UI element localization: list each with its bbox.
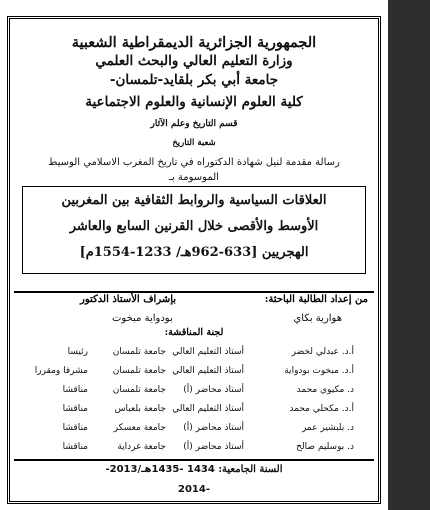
member-grade: أستاذ التعليم العالي (172, 347, 244, 357)
university-heading: جامعة أبي بكر بلقايد-تلمسان- (109, 72, 279, 88)
committee-table (32, 347, 354, 461)
academic-year (0, 464, 388, 475)
divider-top (14, 291, 374, 293)
member-name: أ.د. عبدلي لخضر (291, 347, 354, 357)
member-name: أ.د. مكحلي محمد (289, 404, 354, 414)
member-name: د. بلبشير عمر (301, 423, 354, 433)
thesis-description: رسالة مقدمة لنيل شهادة الدكتوراه في تاريخ المغرب الاسلامي الوسيط (48, 157, 340, 168)
member-role: مناقشا (62, 423, 88, 433)
committee-row (32, 423, 354, 442)
academic-year-gregorian: 2014- (178, 484, 210, 495)
titled-label: الموسومة بـ (169, 172, 219, 183)
member-university: جامعة تلمسان (112, 347, 166, 357)
member-role: مناقشا (62, 385, 88, 395)
committee-row (32, 404, 354, 423)
academic-year-hijri: 1434 -1435هـ/2013- (105, 464, 215, 475)
member-university: جامعة بلعباس (114, 404, 166, 414)
thesis-title-line-3: الهجريين [633-962هـ/ 1233-1554م] (79, 245, 309, 260)
thesis-title-line-2: الأوسط والأقصى خلال القرنين السابع والعاشر (69, 219, 319, 234)
department-heading: قسم التاريخ وعلم الآثار (150, 119, 238, 129)
member-role: مشرفا ومقررا (34, 366, 88, 376)
viewer-background (388, 0, 430, 510)
member-university: جامعة غرداية (117, 442, 166, 452)
student-label: من إعداد الطالبة الباحثة: (264, 294, 368, 305)
thesis-title-box (22, 186, 366, 274)
member-role: رئيسا (67, 347, 88, 357)
student-name: هوارية بكاي (293, 313, 342, 324)
supervisor-label: بإشراف الأستاذ الدكتور (80, 294, 177, 305)
academic-year-label: السنة الجامعية: (218, 464, 283, 475)
member-university: جامعة معسكر (113, 423, 166, 433)
republic-heading: الجمهورية الجزائرية الديمقراطية الشعبية (71, 34, 317, 51)
member-name: أ.د. مبخوت بودواية (284, 366, 354, 376)
member-university: جامعة تلمسان (112, 366, 166, 376)
member-name: د. مكيوي محمد (296, 385, 354, 395)
member-grade: أستاذ محاضر (أ) (183, 385, 244, 395)
committee-title: لجنة المناقشة: (164, 327, 224, 338)
member-grade: أستاذ التعليم العالي (172, 366, 244, 376)
division-heading: شعبة التاريخ (172, 138, 216, 148)
member-name: د. بوسليم صالح (296, 442, 354, 452)
ministry-heading: وزارة التعليم العالي والبحث العلمي (95, 53, 293, 69)
member-grade: أستاذ محاضر (أ) (183, 423, 244, 433)
member-role: مناقشا (62, 442, 88, 452)
thesis-title-line-1: العلاقات السياسية والروابط الثقافية بين المغربين (61, 193, 327, 208)
committee-row (32, 347, 354, 366)
member-university: جامعة تلمسان (112, 385, 166, 395)
faculty-heading: كلية العلوم الإنسانية والعلوم الاجتماعية (85, 94, 303, 110)
member-grade: أستاذ محاضر (أ) (183, 442, 244, 452)
supervisor-name: بودواية مبخوت (112, 313, 173, 324)
member-grade: أستاذ التعليم العالي (172, 404, 244, 414)
committee-row (32, 385, 354, 404)
committee-row (32, 366, 354, 385)
divider-bottom (14, 459, 374, 461)
member-role: مناقشا (62, 404, 88, 414)
